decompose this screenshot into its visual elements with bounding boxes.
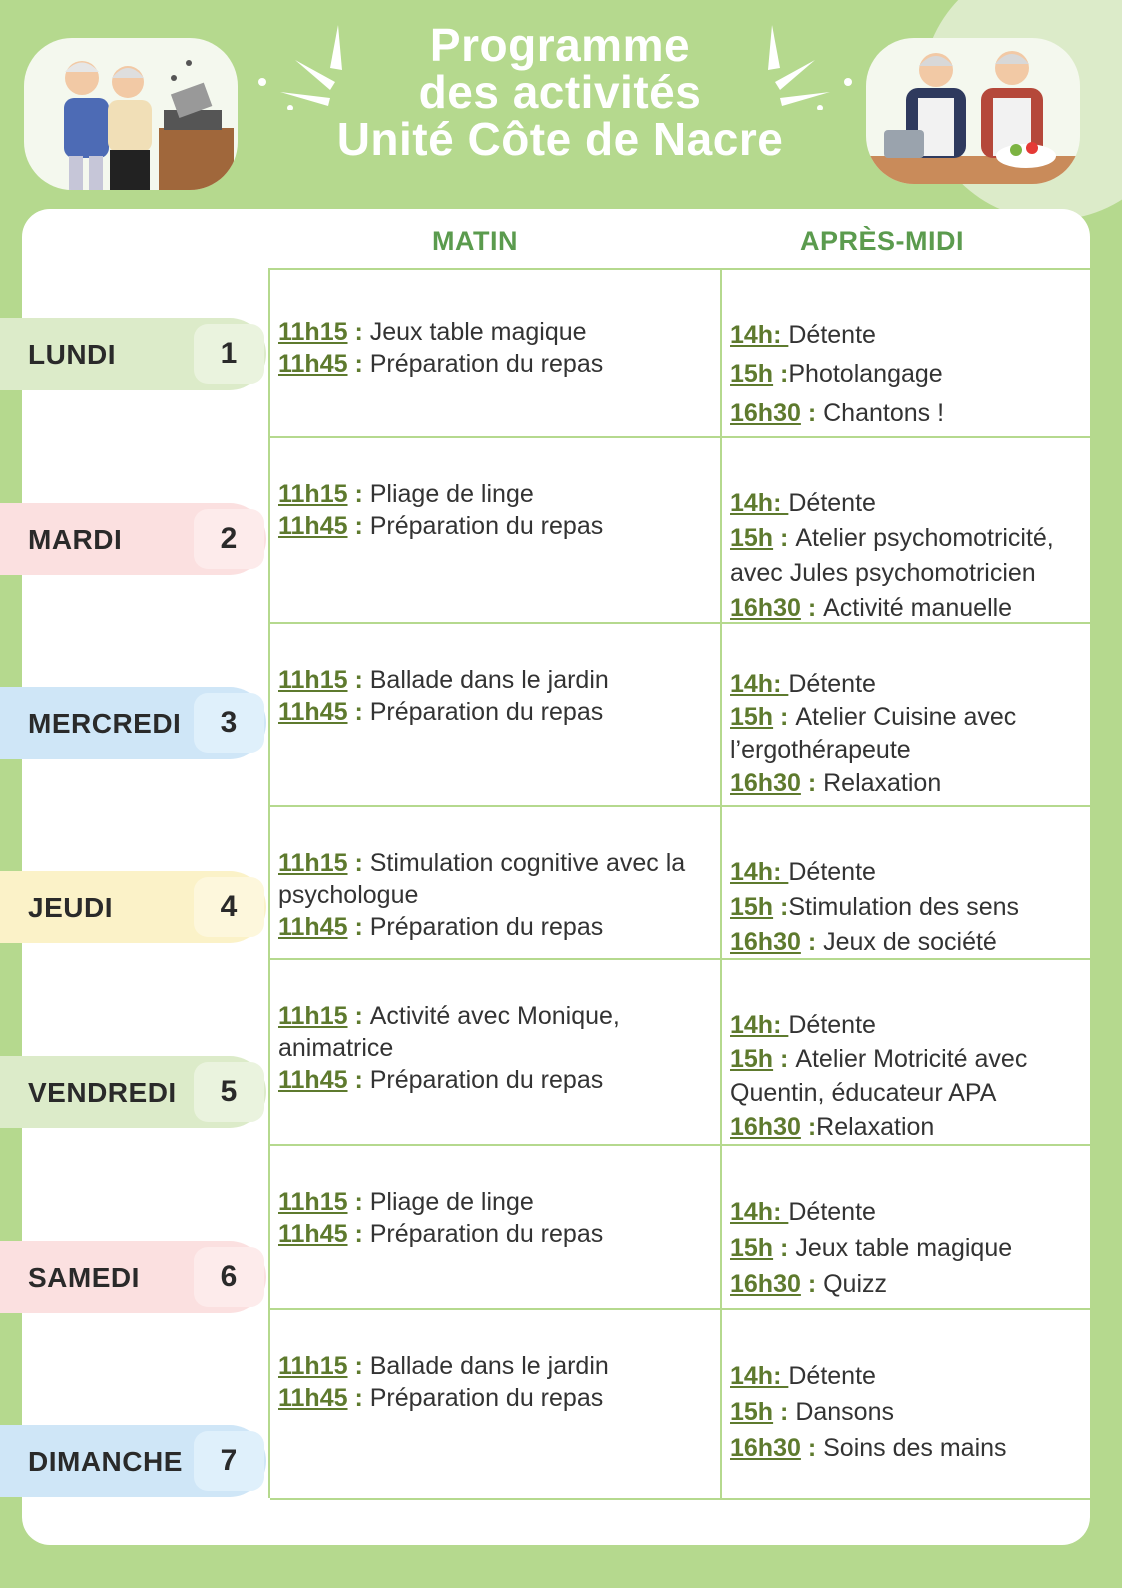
entry-separator: :: [347, 318, 370, 346]
entry-separator: :: [800, 594, 824, 622]
entry-activity: Pliage de linge: [369, 1188, 534, 1216]
entry-time: 15h: [730, 893, 774, 921]
entry-activity: Atelier Motricité avec Quentin, éducateur APA: [730, 1045, 1028, 1107]
entry-activity: Jeux table magique: [795, 1234, 1013, 1262]
schedule-row: [270, 960, 1112, 1146]
entry-time: 16h30: [730, 928, 801, 956]
column-header-afternoon: APRÈS-MIDI: [800, 226, 965, 256]
schedule-entry: [278, 478, 708, 510]
morning-cell: [278, 270, 708, 436]
day-number: 3: [194, 693, 264, 753]
entry-separator: :: [800, 399, 824, 427]
day-number: 5: [194, 1062, 264, 1122]
entry-activity: Jeux de société: [823, 928, 997, 956]
day-label: SAMEDI: [28, 1262, 140, 1293]
schedule-entry: [278, 664, 708, 696]
entry-time: 11h45: [278, 350, 348, 378]
entry-activity: Chantons !: [823, 399, 945, 427]
schedule-entry: [730, 1110, 1110, 1144]
entry-activity: Préparation du repas: [369, 512, 604, 540]
column-header-morning: MATIN: [432, 226, 518, 256]
schedule-entry: [730, 1042, 1110, 1110]
day-label: JEUDI: [28, 892, 113, 923]
schedule-entry: [730, 1194, 1110, 1230]
entry-activity: Activité manuelle: [823, 594, 1013, 622]
day-label: MARDI: [28, 524, 123, 555]
day-tab: [0, 871, 266, 943]
morning-cell: [278, 624, 708, 805]
entry-activity: Détente: [788, 1011, 876, 1039]
entry-activity: Détente: [788, 321, 876, 349]
entry-time: 14h:: [730, 670, 789, 698]
entry-separator: :: [347, 666, 370, 694]
entry-separator: :: [773, 893, 789, 921]
schedule-entry: [278, 1000, 708, 1064]
entry-time: 15h: [730, 1045, 774, 1073]
title-line-2: des activités: [418, 66, 702, 118]
entry-time: 11h45: [278, 1066, 348, 1094]
entry-time: 11h15: [278, 318, 348, 346]
title-line-3: Unité Côte de Nacre: [336, 113, 784, 165]
entry-activity: Détente: [788, 858, 876, 886]
schedule-row: [270, 438, 1112, 624]
entry-time: 15h: [730, 1398, 774, 1426]
schedule-row: [270, 624, 1112, 807]
entry-time: 14h:: [730, 858, 789, 886]
entry-separator: :: [347, 1002, 370, 1030]
schedule-entry: [278, 696, 708, 728]
schedule-entry: [278, 847, 708, 911]
entry-time: 16h30: [730, 1434, 801, 1462]
day-number: 7: [194, 1431, 264, 1491]
entry-separator: :: [773, 1398, 796, 1426]
afternoon-cell: [720, 960, 1110, 1144]
day-label: MERCREDI: [28, 708, 182, 739]
schedule-entry: [730, 1394, 1110, 1430]
entry-activity: Soins des mains: [823, 1434, 1007, 1462]
entry-separator: :: [800, 769, 824, 797]
schedule-entry: [278, 1350, 708, 1382]
schedule-entry: [730, 1008, 1110, 1042]
entry-time: 16h30: [730, 1113, 801, 1141]
schedule-entry: [278, 911, 708, 943]
entry-separator: :: [347, 1384, 370, 1412]
schedule-entry: [730, 1230, 1110, 1266]
entry-separator: :: [773, 524, 796, 552]
entry-activity: Relaxation: [823, 769, 942, 797]
schedule-entry: [730, 394, 1110, 433]
entry-separator: :: [347, 1220, 370, 1248]
entry-separator: :: [347, 1066, 370, 1094]
entry-time: 16h30: [730, 399, 801, 427]
entry-time: 11h45: [278, 698, 348, 726]
day-label: VENDREDI: [28, 1077, 177, 1108]
day-number: 4: [194, 877, 264, 937]
entry-activity: Préparation du repas: [369, 350, 604, 378]
entry-activity: Activité avec Monique, animatrice: [278, 1002, 620, 1062]
schedule-entry: [730, 316, 1110, 355]
schedule-entry: [278, 1218, 708, 1250]
entry-time: 14h:: [730, 1362, 789, 1390]
entry-time: 11h15: [278, 849, 348, 877]
entry-time: 11h45: [278, 1384, 348, 1412]
entry-activity: Détente: [788, 489, 876, 517]
entry-time: 11h45: [278, 913, 348, 941]
entry-activity: Préparation du repas: [369, 1384, 604, 1412]
title-line-1: Programme: [429, 19, 691, 71]
entry-separator: :: [773, 360, 789, 388]
entry-time: 14h:: [730, 1011, 789, 1039]
entry-activity: Stimulation cognitive avec la psychologue: [278, 849, 686, 909]
entry-activity: Ballade dans le jardin: [369, 1352, 609, 1380]
schedule-row: [270, 270, 1112, 438]
entry-activity: Stimulation des sens: [788, 893, 1020, 921]
day-number: 2: [194, 509, 264, 569]
schedule-entry: [730, 668, 1110, 701]
entry-time: 14h:: [730, 489, 789, 517]
afternoon-cell: [720, 624, 1110, 805]
day-number: 1: [194, 324, 264, 384]
morning-cell: [278, 1146, 708, 1308]
schedule-entry: [278, 1382, 708, 1414]
entry-separator: :: [347, 849, 370, 877]
entry-separator: :: [800, 1113, 817, 1141]
schedule-entry: [278, 316, 708, 348]
schedule-entry: [730, 1430, 1110, 1466]
dancing-seniors-illustration: [24, 38, 238, 190]
entry-activity: Préparation du repas: [369, 1220, 604, 1248]
entry-time: 11h15: [278, 1188, 348, 1216]
entry-time: 11h45: [278, 1220, 348, 1248]
day-tab: [0, 1241, 266, 1313]
day-label: LUNDI: [28, 339, 117, 370]
day-tab: [0, 1056, 266, 1128]
schedule-entry: [278, 1064, 708, 1096]
entry-separator: :: [347, 1352, 370, 1380]
entry-activity: Photolangage: [788, 360, 943, 388]
entry-time: 14h:: [730, 321, 789, 349]
schedule-entry: [730, 1358, 1110, 1394]
morning-cell: [278, 438, 708, 622]
schedule-entry: [730, 925, 1110, 960]
schedule-entry: [730, 767, 1110, 800]
afternoon-cell: [720, 438, 1110, 622]
entry-activity: Relaxation: [816, 1113, 935, 1141]
entry-time: 15h: [730, 703, 774, 731]
schedule-entry: [730, 486, 1110, 521]
entry-separator: :: [347, 512, 370, 540]
schedule-entry: [730, 890, 1110, 925]
entry-time: 11h15: [278, 666, 348, 694]
schedule-entry: [730, 855, 1110, 890]
entry-separator: :: [347, 1188, 370, 1216]
entry-time: 14h:: [730, 1198, 789, 1226]
entry-time: 15h: [730, 524, 774, 552]
entry-separator: :: [347, 698, 370, 726]
day-number: 6: [194, 1247, 264, 1307]
schedule-entry: [278, 510, 708, 542]
afternoon-cell: [720, 1146, 1110, 1308]
afternoon-cell: [720, 270, 1110, 436]
day-tab: [0, 503, 266, 575]
entry-activity: Dansons: [795, 1398, 894, 1426]
entry-activity: Pliage de linge: [369, 480, 534, 508]
schedule-row: [270, 1310, 1112, 1500]
entry-separator: :: [773, 1234, 796, 1262]
entry-activity: Préparation du repas: [369, 1066, 604, 1094]
entry-separator: :: [347, 350, 370, 378]
afternoon-cell: [720, 807, 1110, 958]
entry-time: 15h: [730, 360, 774, 388]
entry-activity: Détente: [788, 1198, 876, 1226]
morning-cell: [278, 807, 708, 958]
entry-activity: Atelier Cuisine avec l’ergothérapeute: [730, 703, 1017, 764]
schedule-entry: [278, 348, 708, 380]
entry-activity: Jeux table magique: [369, 318, 587, 346]
cooking-seniors-illustration: [866, 38, 1080, 184]
entry-time: 11h15: [278, 1352, 348, 1380]
day-tab: [0, 1425, 266, 1497]
entry-time: 11h45: [278, 512, 348, 540]
entry-separator: :: [773, 703, 796, 731]
morning-cell: [278, 1310, 708, 1498]
entry-time: 15h: [730, 1234, 774, 1262]
morning-cell: [278, 960, 708, 1144]
schedule-grid: [268, 268, 1110, 1498]
afternoon-cell: [720, 1310, 1110, 1498]
entry-separator: :: [800, 1270, 824, 1298]
entry-separator: :: [347, 480, 370, 508]
entry-separator: :: [800, 1434, 824, 1462]
entry-time: 11h15: [278, 1002, 348, 1030]
schedule-row: [270, 1146, 1112, 1310]
entry-activity: Détente: [788, 670, 876, 698]
entry-activity: Détente: [788, 1362, 876, 1390]
schedule-entry: [730, 591, 1110, 626]
entry-time: 16h30: [730, 1270, 801, 1298]
day-tab: [0, 687, 266, 759]
entry-activity: Préparation du repas: [369, 698, 604, 726]
entry-activity: Atelier psychomotricité, avec Jules psychomotricien: [730, 524, 1054, 587]
entry-time: 16h30: [730, 594, 801, 622]
entry-separator: :: [347, 913, 370, 941]
schedule-entry: [730, 521, 1110, 591]
schedule-entry: [730, 701, 1110, 767]
schedule-entry: [278, 1186, 708, 1218]
entry-separator: :: [773, 1045, 796, 1073]
day-tab: [0, 318, 266, 390]
schedule-row: [270, 807, 1112, 960]
entry-activity: Quizz: [823, 1270, 888, 1298]
entry-separator: :: [800, 928, 824, 956]
day-label: DIMANCHE: [28, 1446, 183, 1477]
entry-activity: Ballade dans le jardin: [369, 666, 609, 694]
entry-activity: Préparation du repas: [369, 913, 604, 941]
entry-time: 16h30: [730, 769, 801, 797]
schedule-entry: [730, 1266, 1110, 1302]
page-title: [260, 19, 860, 165]
entry-time: 11h15: [278, 480, 348, 508]
schedule-entry: [730, 355, 1110, 394]
